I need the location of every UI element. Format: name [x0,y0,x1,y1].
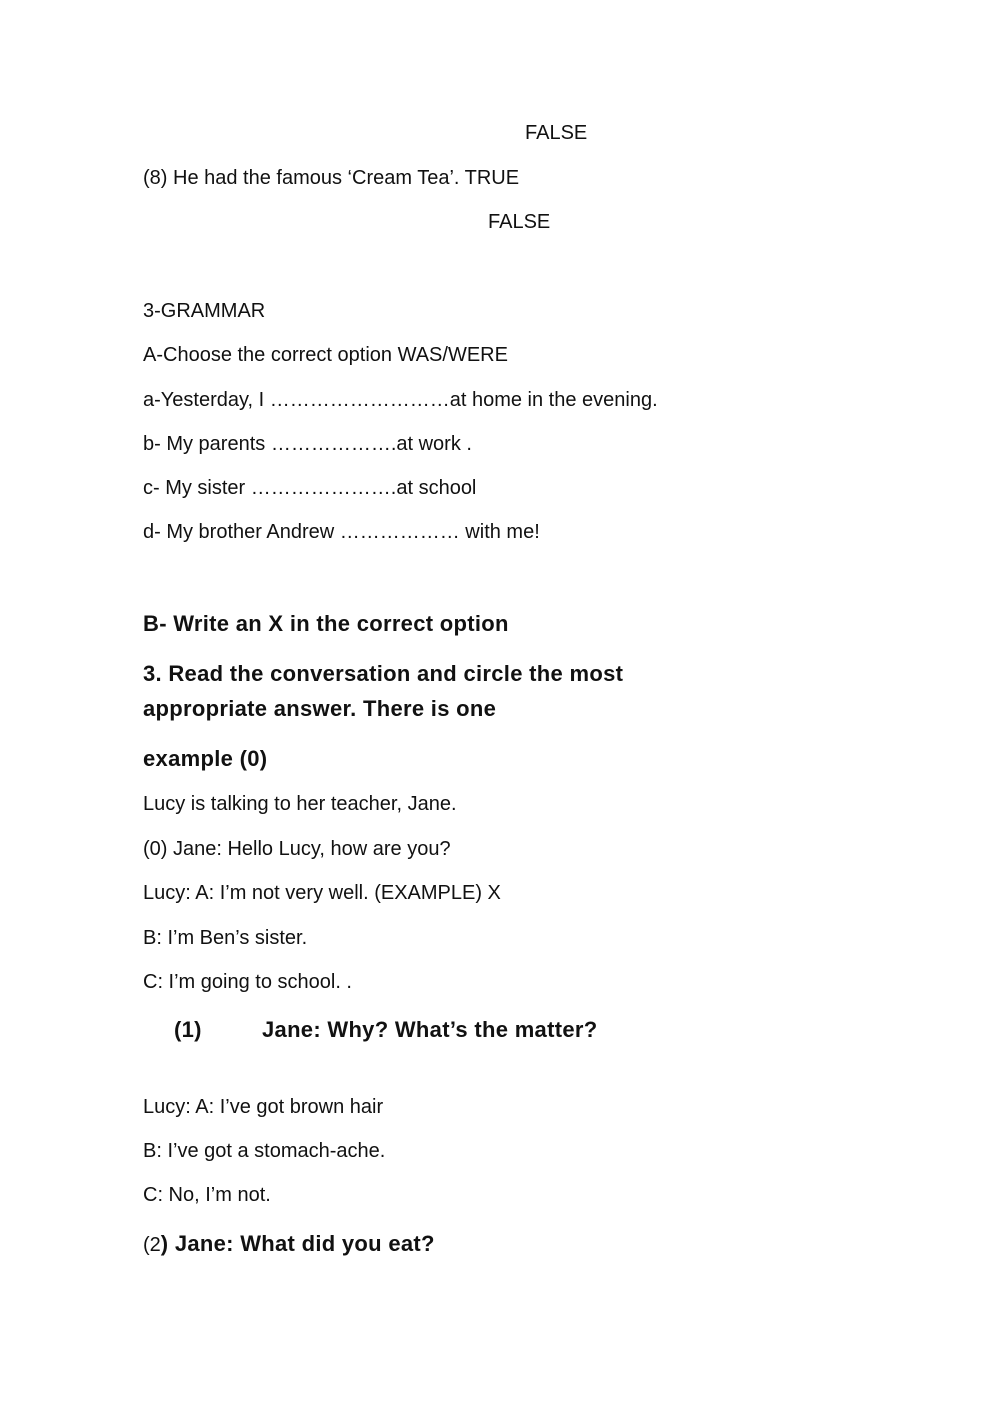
grammar-item-b: b- My parents ……………….at work . [143,433,472,455]
section-b-heading: B- Write an X in the correct option [143,611,509,636]
grammar-item-c: c- My sister ………………….at school [143,477,477,499]
grammar-item-d: d- My brother Andrew ……………… with me! [143,521,540,543]
grammar-item-a: a-Yesterday, I ………………………at home in the evening. [143,389,658,411]
false-option-a: FALSE [525,122,588,144]
question-1-answer-b: B: I’ve got a stomach-ache. [143,1140,386,1162]
question-1-answer-c: C: No, I’m not. [143,1184,271,1206]
question-2 [143,1231,435,1258]
example-question: (0) Jane: Hello Lucy, how are you? [143,838,451,860]
task-instruction-line-3: example (0) [143,746,268,771]
example-answer-c: C: I’m going to school. . [143,971,352,993]
question-1-answer-a: Lucy: A: I’ve got brown hair [143,1096,384,1118]
example-answer-a: Lucy: A: I’m not very well. (EXAMPLE) X [143,882,501,904]
task-instruction-line-2: appropriate answer. There is one [143,696,497,721]
conversation-intro: Lucy is talking to her teacher, Jane. [143,793,457,815]
example-answer-b: B: I’m Ben’s sister. [143,927,308,949]
false-option-b: FALSE [488,211,551,233]
task-instruction-line-1: 3. Read the conversation and circle the most [143,661,624,686]
question-2-text: ) Jane: What did you eat? [160,1231,435,1256]
true-false-item-8: (8) He had the famous ‘Cream Tea’. TRUE [143,167,520,189]
question-2-prefix: (2 [143,1234,161,1256]
question-1-text: Jane: Why? What’s the matter? [262,1017,598,1042]
grammar-heading: 3-GRAMMAR [143,300,266,322]
question-1-number: (1) [174,1017,202,1042]
grammar-instruction: A-Choose the correct option WAS/WERE [143,344,508,366]
